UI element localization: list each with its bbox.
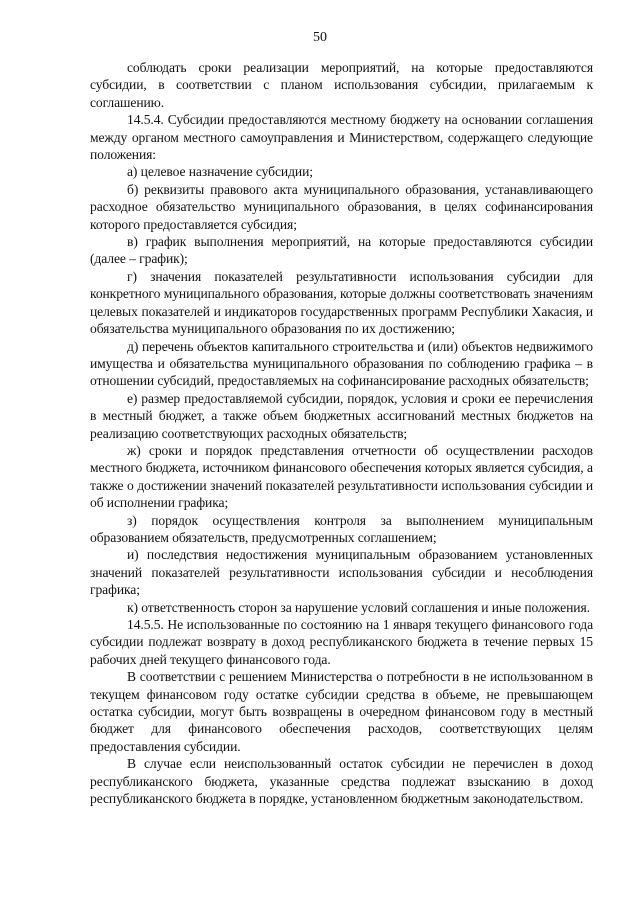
paragraph-section-14-5-5: 14.5.5. Не использованные по состоянию на 1 января текущего финансового года субсидии подлежат возврату в доход республиканского бюджета в течение первых 15 рабочих дней текущего финансового года. bbox=[90, 617, 593, 667]
paragraph-continuation: соблюдать сроки реализации мероприятий, на которые предоставляются субсидии, в соответствии с планом использования субсидии, прилагаемым к соглашению. bbox=[90, 60, 593, 110]
paragraph-recovery: В случае если неиспользованный остаток субсидии не перечислен в доход республиканского бюджета, указанные средства подлежат взысканию в доход республиканского бюджета в порядке, установленном бюджетным законодательством. bbox=[90, 756, 593, 807]
page-number: 50 bbox=[313, 30, 327, 45]
paragraph-return-decision: В соответствии с решением Министерства о потребности в не использованном в текущем финансовом году остатке субсидии средства в объеме, не превышающем остатка субсидии, могут быть возвращены в очередном финансовом году в местный бюджет для финансового обеспечения расходов, соответствующих целям предоставления субсидии. bbox=[90, 669, 593, 754]
list-item-i: и) последствия недостижения муниципальным образованием установленных значений показателей результативности использования субсидии и несоблюдения графика; bbox=[90, 547, 593, 598]
list-item-g: г) значения показателей результативности использования субсидии для конкретного муниципального образования, которые должны соответствовать значениям целевых показателей и индикаторов государственных программ Республики Хакасия, и обязательства муниципального образования по их достижению; bbox=[90, 268, 593, 337]
list-item-b: б) реквизиты правового акта муниципального образования, устанавливающего расходное обязательство муниципального образования, в целях софинансирования которого предоставляется субсидия; bbox=[90, 181, 593, 232]
list-item-z: з) порядок осуществления контроля за выполнением муниципальным образованием обязательств, предусмотренных соглашением; bbox=[90, 512, 593, 545]
list-item-d: д) перечень объектов капитального строительства и (или) объектов недвижимого имущества и обязательства муниципального образования по соблюдению графика – в отношении субсидий, предоставляемых на софинансирование расходных обязательств; bbox=[90, 338, 593, 389]
paragraph-section-14-5-4: 14.5.4. Субсидии предоставляются местному бюджету на основании соглашения между органом местного самоуправления и Министерством, содержащего следующие положения: bbox=[90, 112, 593, 163]
list-item-e: е) размер предоставляемой субсидии, порядок, условия и сроки ее перечисления в местный бюджет, а также объем бюджетных ассигнований местных бюджетов на реализацию соответствующих расходных обязательств; bbox=[90, 390, 593, 441]
list-item-zh: ж) сроки и порядок представления отчетности об осуществлении расходов местного бюджета, источником финансового обеспечения которых является субсидия, а также о достижении значений показателей результативности использования субсидии и об исполнении графика; bbox=[90, 442, 593, 511]
list-item-k: к) ответственность сторон за нарушение условий соглашения и иные положения. bbox=[127, 599, 590, 615]
list-item-a: а) целевое назначение субсидии; bbox=[127, 164, 313, 180]
document-body bbox=[90, 59, 593, 807]
list-item-v: в) график выполнения мероприятий, на которые предоставляются субсидии (далее – график); bbox=[90, 234, 593, 267]
